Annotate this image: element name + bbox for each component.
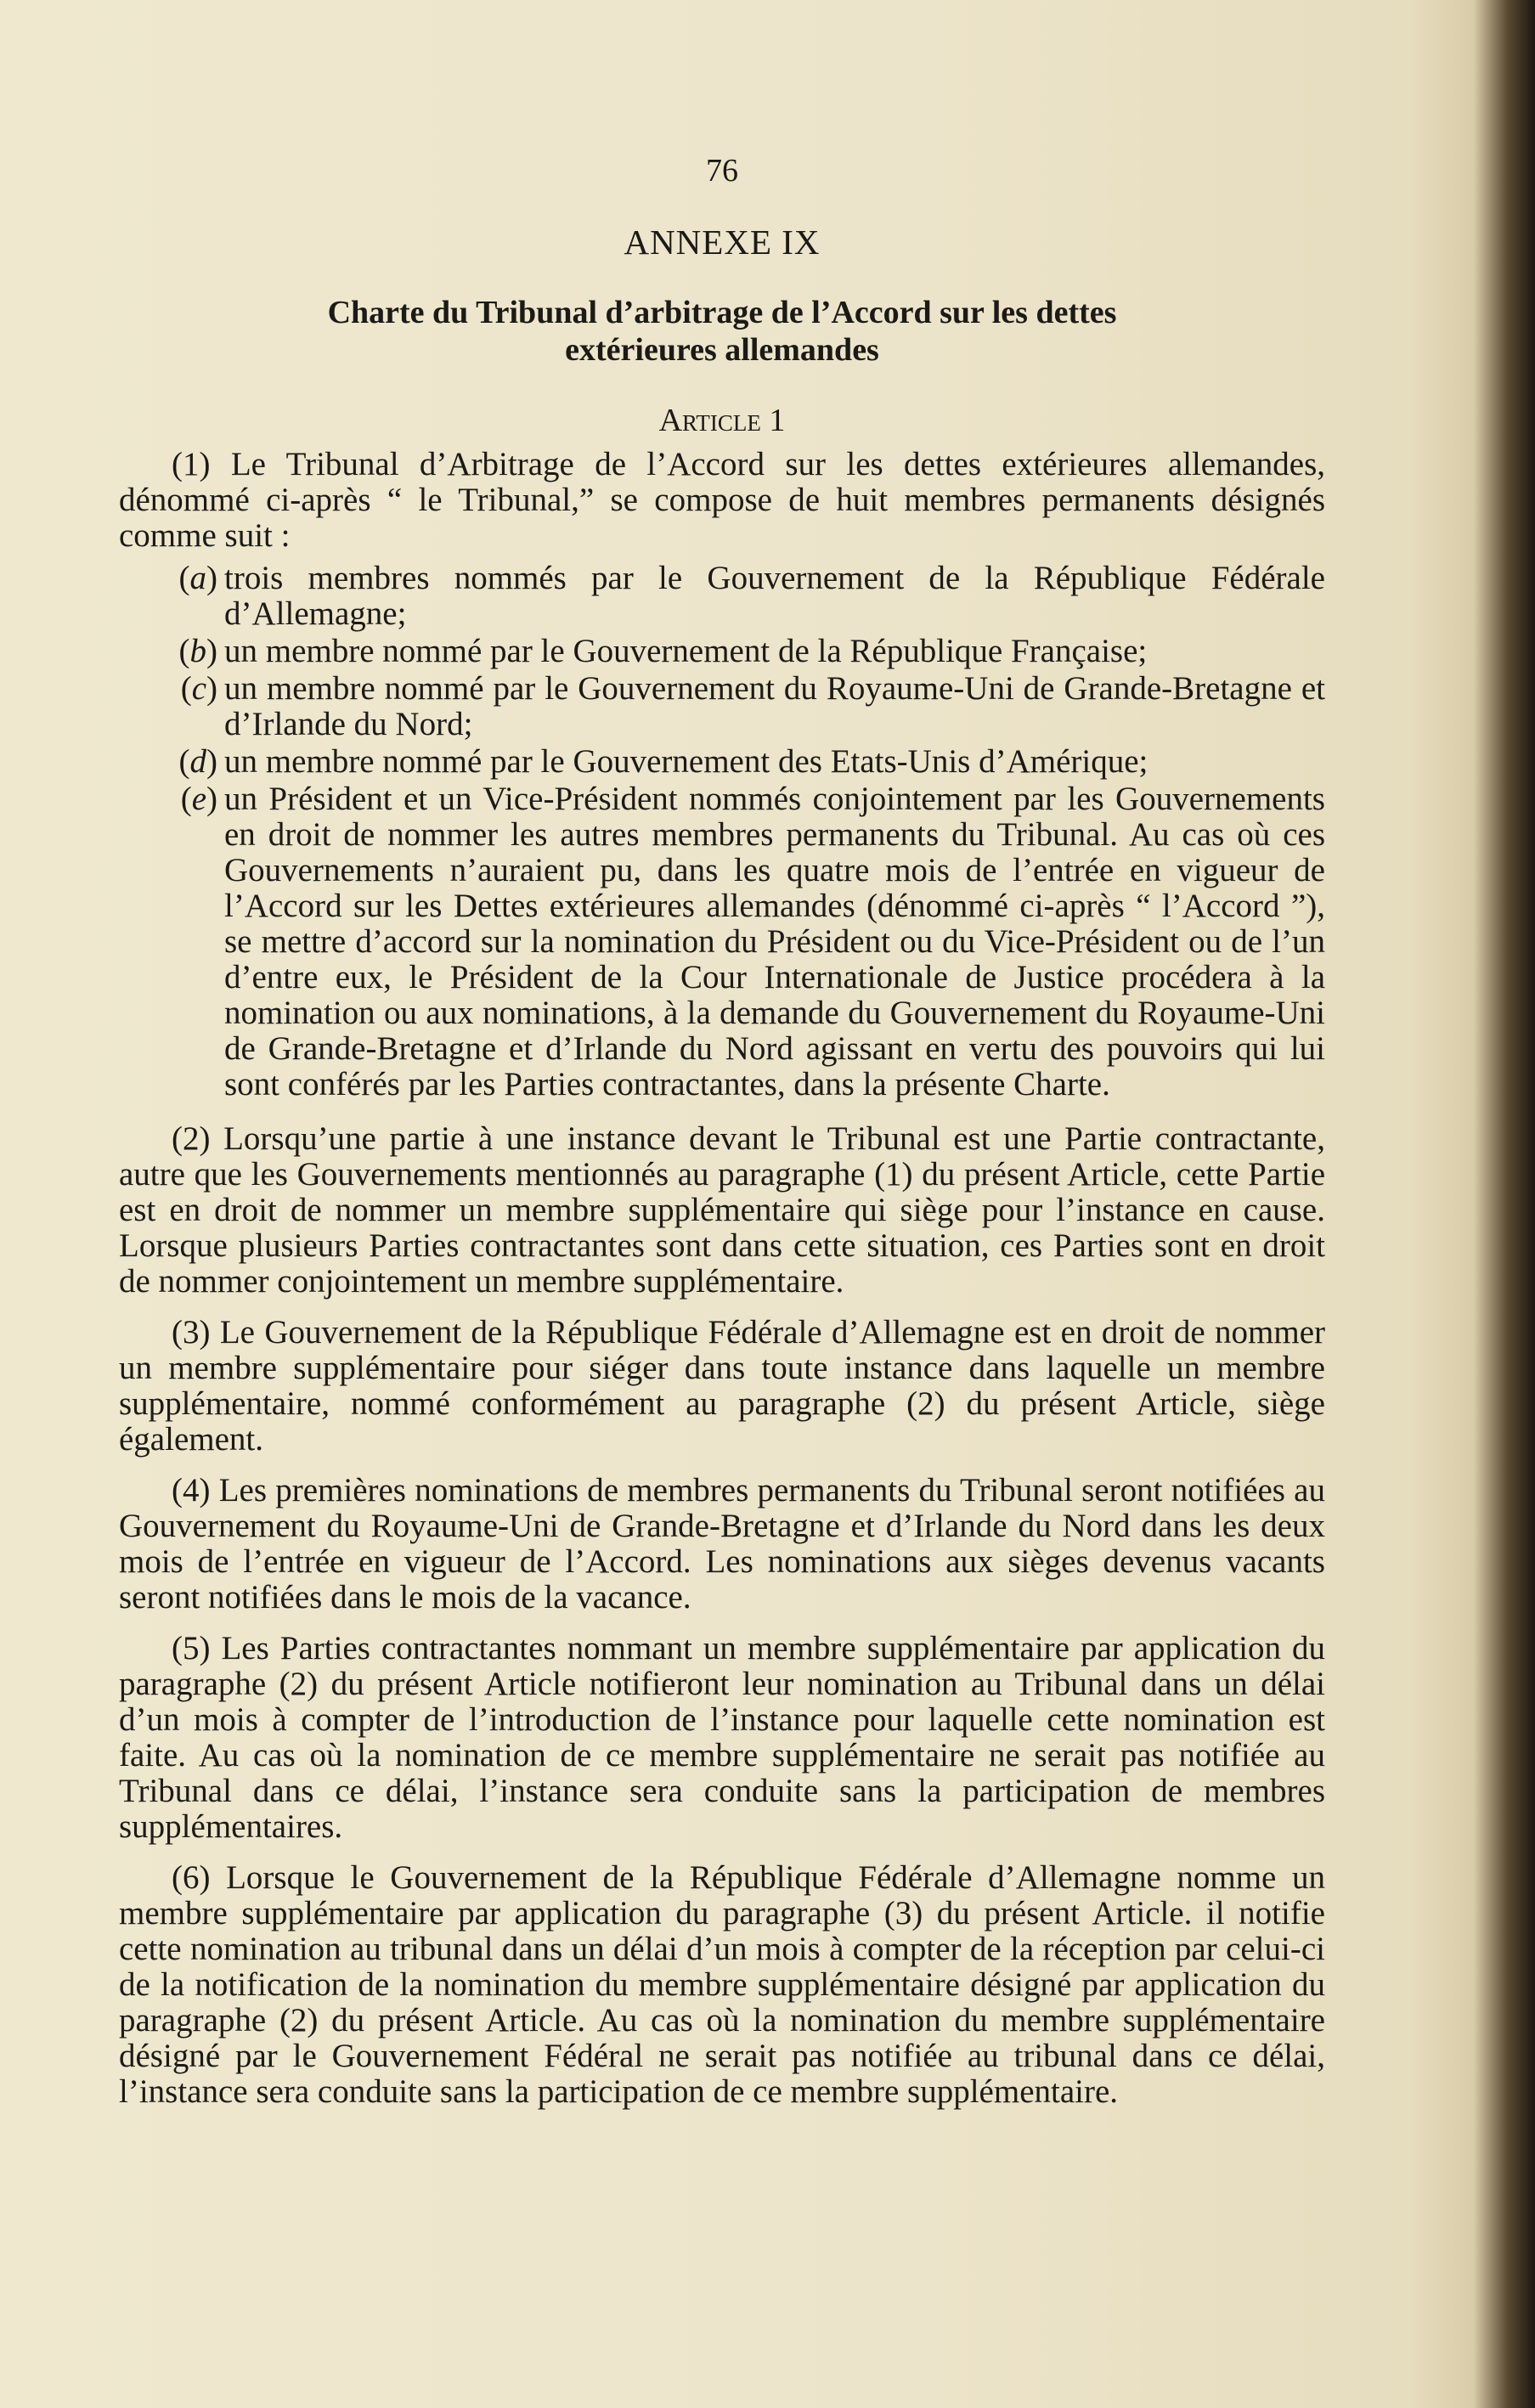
- paragraph-6: (6) Lorsque le Gouvernement de la République Fédérale d’Allemagne nomme un membre supplémentaire par application du paragraphe (3) du présent Article. il notifie cette nomination au tribunal dans un délai d’un mois à compter de la réception par celui-ci de la notification de la nomination du membre supplémentaire désigné par application du paragraphe (2) du présent Article. Au cas où la nomination du membre supplémentaire désigné par le Gouvernement Fédéral ne serait pas notifiée au tribunal dans ce délai, l’instance sera conduite sans la participation de ce membre supplémentaire.: [119, 1859, 1325, 2110]
- list-item-text: un membre nommé par le Gouvernement du Royaume-Uni de Grande-Bretagne et d’Irlande du Nord;: [224, 670, 1325, 742]
- list-item-text: un Président et un Vice-Président nommés conjointement par les Gouvernements en droit de nommer les autres membres permanents du Tribunal. Au cas où ces Gouvernements n’auraient pu, dans les quatre mois de l’entrée en vigueur de l’Accord sur les Dettes extérieures allemandes (dénommé ci-après “ l’Accord ”), se mettre d’accord sur la nomination du Président ou du Vice-Président ou de l’un d’entre eux, le Président de la Cour Internationale de Justice procédera à la nomination ou aux nominations, à la demande du Gouvernement du Royaume-Uni de Grande-Bretagne et d’Irlande du Nord agissant en vertu des pouvoirs qui lui sont conférés par les Parties contractantes, dans la présente Charte.: [224, 781, 1325, 1102]
- list-item-text: un membre nommé par le Gouvernement des Etats-Unis d’Amérique;: [224, 743, 1148, 780]
- paragraph-5: (5) Les Parties contractantes nommant un membre supplémentaire par application du paragraphe (2) du présent Article notifieront leur nomination au Tribunal dans un délai d’un mois à compter de l’introduction de l’instance pour laquelle cette nomination est faite. Au cas où la nomination de ce membre supplémentaire ne serait pas notifiée au Tribunal dans ce délai, l’instance sera conduite sans la participation de membres supplémentaires.: [119, 1630, 1325, 1845]
- charter-title: Charte du Tribunal d’arbitrage de l’Accord sur les dettes extérieures allemandes: [327, 295, 1117, 368]
- list-item-b: [119, 634, 1325, 669]
- list-item-d: [119, 744, 1325, 780]
- list-marker: (b): [178, 633, 217, 669]
- list-marker: (e): [180, 781, 217, 817]
- paragraph-4: (4) Les premières nominations de membres permanents du Tribunal seront notifiées au Gouvernement du Royaume-Uni de Grande-Bretagne et d’Irlande du Nord dans les deux mois de l’entrée en vigueur de l’Accord. Les nominations aux sièges devenus vacants seront notifiées dans le mois de la vacance.: [119, 1472, 1325, 1616]
- page-number: 76: [706, 153, 738, 189]
- annex-title: ANNEXE IX: [624, 223, 821, 262]
- paragraph-1-intro: (1) Le Tribunal d’Arbitrage de l’Accord sur les dettes extérieures allemandes, dénommé ci-après “ le Tribunal,” se compose de huit membres permanents désignés comme suit :: [119, 446, 1325, 554]
- list-marker: (a): [178, 560, 217, 596]
- list-item-text: trois membres nommés par le Gouvernement de la République Fédérale d’Allemagne;: [224, 560, 1325, 632]
- list-item-c: [119, 671, 1325, 742]
- paragraph-3: (3) Le Gouvernement de la République Fédérale d’Allemagne est en droit de nommer un membre supplémentaire pour siéger dans toute instance dans laquelle un membre supplémentaire, nommé conformément au paragraphe (2) du présent Article, siège également.: [119, 1314, 1325, 1458]
- list-item-text: un membre nommé par le Gouvernement de la République Française;: [224, 633, 1148, 669]
- list-marker: (d): [178, 743, 217, 780]
- list-item-a: [119, 561, 1325, 632]
- list-marker: (c): [180, 670, 217, 707]
- list-item-e: [119, 781, 1325, 1102]
- article-heading: Article 1: [658, 403, 786, 438]
- paragraph-2: (2) Lorsqu’une partie à une instance devant le Tribunal est une Partie contractante, autre que les Gouvernements mentionnés au paragraphe (1) du présent Article, cette Partie est en droit de nommer un membre supplémentaire qui siège pour l’instance en cause. Lorsque plusieurs Parties contractantes sont dans cette situation, ces Parties sont en droit de nommer conjointement un membre supplémentaire.: [119, 1120, 1325, 1300]
- appointment-list: [119, 561, 1325, 1102]
- document-page: [119, 153, 1325, 2125]
